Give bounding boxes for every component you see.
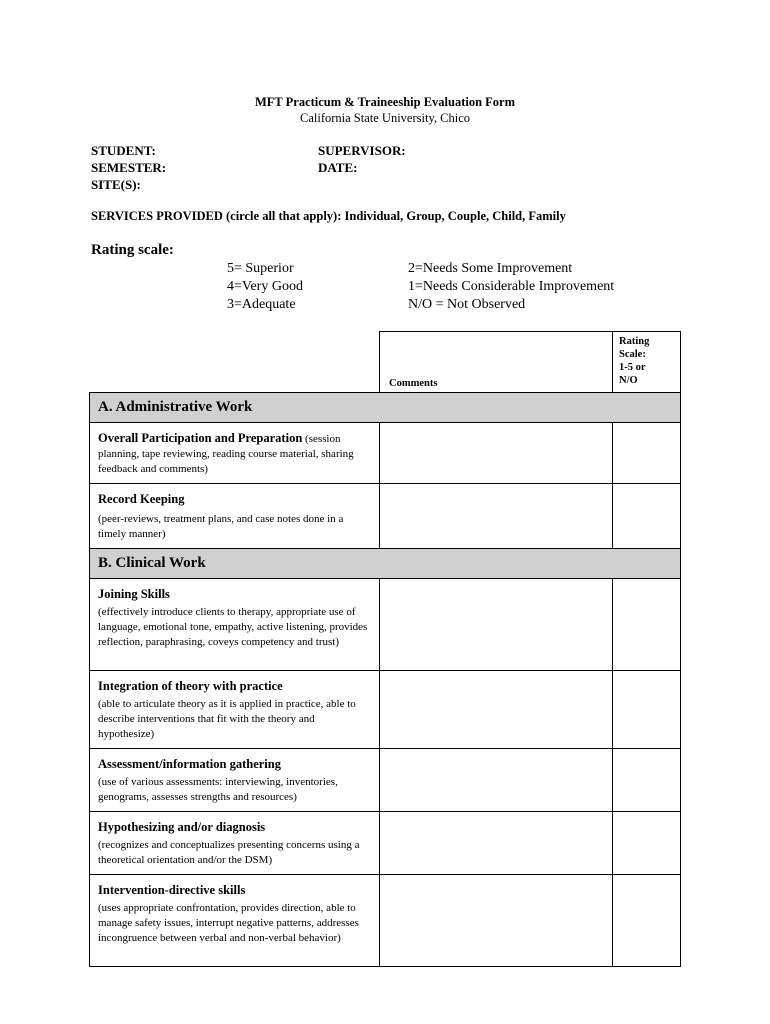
form-title: MFT Practicum & Traineeship Evaluation Form [254, 95, 516, 109]
criterion-cell: Record Keeping (peer-reviews, treatment plans, and case notes done in a timely manner) [90, 484, 380, 549]
scale-superior: 5= Superior [227, 261, 294, 276]
rating-cell[interactable] [613, 484, 681, 549]
criterion-cell: Joining Skills (effectively introduce clients to therapy, appropriate use of language, emotional tone, empathy, active listening, provides reflection, paraphrasing, coveys competency and trust) [90, 579, 380, 671]
comments-cell[interactable] [380, 671, 613, 749]
comments-cell[interactable] [380, 484, 613, 549]
student-label: STUDENT: [91, 143, 156, 158]
scale-needs-considerable: 1=Needs Considerable Improvement [408, 279, 615, 294]
form-subtitle: California State University, Chico [300, 111, 470, 125]
table-row [90, 875, 681, 967]
table-row [90, 812, 681, 875]
date-label: DATE: [318, 160, 358, 175]
services-provided: SERVICES PROVIDED (circle all that apply): Individual, Group, Couple, Child, Family [91, 209, 566, 223]
table-row [90, 749, 681, 812]
rating-cell[interactable] [613, 812, 681, 875]
scale-adequate: 3=Adequate [227, 297, 296, 312]
comments-cell[interactable] [380, 423, 613, 484]
comments-header: Comments [380, 332, 613, 393]
criterion-cell: Assessment/information gathering (use of various assessments: interviewing, inventories, genograms, assesses strengths and resources) [90, 749, 380, 812]
rating-header: Rating Scale: 1-5 or N/O [613, 332, 681, 393]
table-header-row [90, 332, 681, 393]
comments-cell[interactable] [380, 812, 613, 875]
table-row [90, 579, 681, 671]
comments-cell[interactable] [380, 749, 613, 812]
section-heading: B. Clinical Work [90, 549, 681, 579]
rating-cell[interactable] [613, 579, 681, 671]
supervisor-label: SUPERVISOR: [318, 143, 406, 158]
table-row [90, 484, 681, 549]
sites-label: SITE(S): [91, 177, 141, 192]
rating-cell[interactable] [613, 423, 681, 484]
comments-cell[interactable] [380, 875, 613, 967]
semester-label: SEMESTER: [91, 160, 167, 175]
rating-cell[interactable] [613, 671, 681, 749]
section-administrative-work [90, 393, 681, 423]
rating-cell[interactable] [613, 875, 681, 967]
criterion-cell: Integration of theory with practice (able to articulate theory as it is applied in practice, able to describe interventions that fit with the theory and hypothesize) [90, 671, 380, 749]
section-clinical-work [90, 549, 681, 579]
rating-cell[interactable] [613, 749, 681, 812]
evaluation-table [89, 331, 681, 967]
comments-cell[interactable] [380, 579, 613, 671]
criterion-cell: Intervention-directive skills (uses appropriate confrontation, provides direction, able to manage safety issues, interrupt negative patterns, addresses incongruence between verbal and non-verbal behavior) [90, 875, 380, 967]
table-row [90, 671, 681, 749]
rating-scale-title: Rating scale: [91, 242, 174, 258]
table-row [90, 423, 681, 484]
scale-needs-some: 2=Needs Some Improvement [408, 261, 573, 276]
scale-very-good: 4=Very Good [227, 279, 303, 294]
section-heading: A. Administrative Work [90, 393, 681, 423]
scale-not-observed: N/O = Not Observed [408, 297, 526, 312]
criterion-cell: Hypothesizing and/or diagnosis (recognizes and conceptualizes presenting concerns using a theoretical orientation and/or the DSM) [90, 812, 380, 875]
criterion-cell: Overall Participation and Preparation (session planning, tape reviewing, reading course material, sharing feedback and comments) [90, 423, 380, 484]
